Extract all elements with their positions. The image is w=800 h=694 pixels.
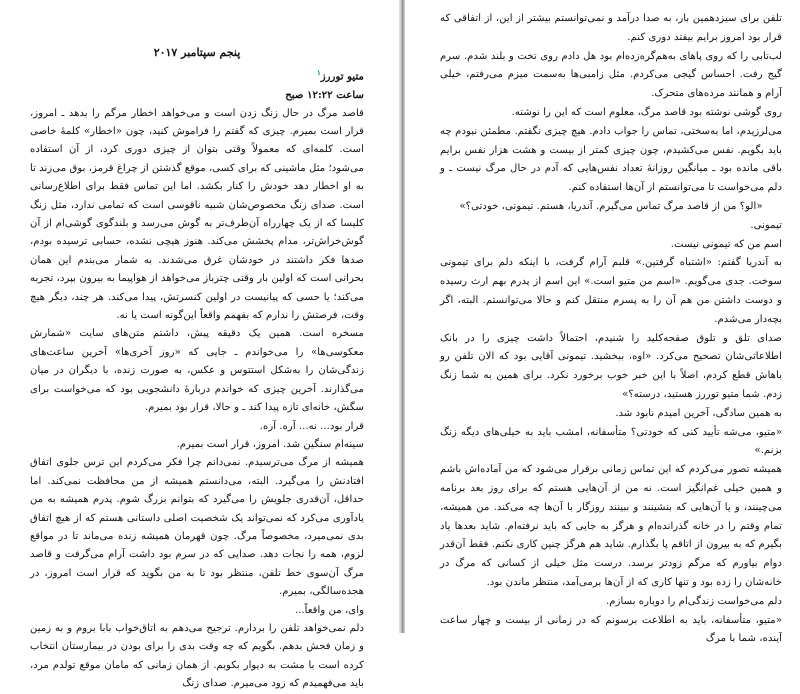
paragraph: اسم من که تیمونی نیست. (670, 238, 782, 250)
paragraph: تیمونی. (750, 219, 782, 231)
paragraph: به همین سادگی، آخرین امیدم نابود شد. (615, 407, 782, 419)
paragraph: همیشه از مرگ می‌ترسیدم. نمی‌دانم چرا فکر می‌کردم این ترس جلوی اتفاق افتادنش را می‌گیرد. البته، می‌دانستم همیشه از من محافظت نمی‌کند. اما حداقل، آن‌قدری جلویش را می‌گیرد که بتوانم بزرگ شوم. پدرم همیشه به من یادآوری می‌کرد که نمی‌تواند یک شخصیت اصلی داستانی هستم که از هیچ اتفاق بدی نمی‌میرد، مخصوصاً مرگ. چون قهرمان همیشه زنده می‌ماند تا در مواقع لزوم، همه را نجات دهد. صدایی که در سرم بود داشت آرام می‌گرفت و قاصد مرگ آن‌سوی خط تلفن، منتظر بود تا به من بگوید که قرار است امروز، در هجده‌سالگی، بمیرم. (30, 457, 364, 598)
right-page (406, 0, 800, 645)
paragraph: لب‌تابی را که روی پاهای به‌هم‌گره‌زده‌ام بود هل دادم روی تخت و بلند شدم. سرم گیج رفت. احساس گیجی می‌کردم. مثل زامبی‌ها به‌سمت میزم می‌رفتم، خیلی آرام و همانند مرده‌های متحرک. (440, 50, 782, 100)
left-page (0, 0, 400, 690)
paragraph: سینه‌ام سنگین شد. امروز، قرار است بمیرم. (176, 438, 364, 450)
character-name-text: متیو توررز (320, 70, 364, 83)
paragraph: می‌لرزیدم، اما به‌سختی، تماس را جواب دادم. هیچ چیزی نگفتم. مطمئن نبودم چه باید بگویم. نفس می‌کشیدم، چون چیزی کمتر از بیست و هشت هزار نفس برایم باقی مانده بود ـ میانگین روزانهٔ تعداد نفس‌هایی که آدم در حال مرگ نیست ـ و دلم می‌خواست تا می‌توانستم از آن‌ها استفاده کنم. (440, 125, 782, 194)
footnote-marker[interactable]: ۱ (316, 68, 321, 78)
paragraph: «متیو، متأسفانه، باید به اطلاعت برسونم که در زمانی از بیست و چهار ساعت آینده، شما با مرگ (440, 614, 782, 645)
paragraph: روی گوشی نوشته بود قاصد مرگ، معلوم است که این را نوشته. (511, 106, 782, 118)
paragraph: دلم می‌خواست زندگی‌ام را دوباره بسازم. (606, 595, 782, 607)
paragraph: مسخره است. همین یک دقیقه پیش، داشتم متن‌های سایت «شمارش معکوسی‌ها» را می‌خواندم ـ جایی که «روز آخری‌ها» آخرین ساعت‌های زندگی‌شان را به‌شکل استتوس و عکس، به صورت زنده، با دیگران در میان می‌گذارند. آخرین چیزی که خواندم دربارهٔ دانشجویی بود که می‌خواست برای سگش، خانه‌ای تازه پیدا کند ـ و حالا، قرار بود بمیرم. (30, 328, 364, 414)
paragraph: تلفن برای سیزدهمین بار، به صدا درآمد و نمی‌توانستم بیشتر از این، از اتفاقی که قرار بود امروز برایم بیفتد دوری کنم. (440, 13, 782, 43)
paragraph: قرار بود... نه... آره. آره. (259, 420, 364, 432)
chapter-time: ساعت ۱۲:۲۲ صبح (285, 89, 364, 102)
dialogue-line: «الو؟ من از قاصد مرگ تماس می‌گیرم. آندریا، هستم. تیمونی، خودتی؟» (459, 200, 763, 212)
paragraph: وای، من واقعاً... (294, 604, 364, 616)
paragraph: قاصد مرگ در حال زنگ زدن است و می‌خواهد اخطار مرگم را بدهد ـ امروز، قرار است بمیرم. چیزی که گفتم را فراموش کنید، چون «اخطار» کلمهٔ خاصی است. کلمه‌ای که معمولاً وقتی بتوان از چیزی دوری کرد، از آن استفاده می‌شود؛ مثل ماشینی که برای کسی، موقع گذشتن از چراغ قرمز، بوق می‌زند تا به او اخطار دهد خودش را کنار بکشد. اما این تماس فقط برای اطلاع‌رسانی است. صدای زنگ مخصوص‌شان شبیه ناقوسی است که تمامی ندارد، مثل زنگ کلیسا که از یک چهارراه آن‌طرف‌تر به گوش می‌رسد و بلندگوی گوشی‌ام از آن گوش‌خراش‌تر، مدام پخشش می‌کند. هنوز هیچی نشده، حسابی ترسیده بودم، صدها فکر داشتند در خودشان غرق می‌شدند. به شمار می‌بندم این همان بحرانی است که اولین بار وقتی چترباز می‌خواهد از هواپیما به بیرون بپرد، تجربه می‌کند؛ یا حسی که پیانیست در اولین کنسرتش، پیدا می‌کند. هر چند، دیگر هیچ وقت، فرصتش را ندارم که بفهمم واقعاً این‌گونه است یا نه. (30, 107, 364, 322)
paragraph: دلم نمی‌خواهد تلفن را بردارم. ترجیح می‌دهم به اتاق‌خواب بابا بروم و به زمین و زمان فحش بدهم. بگویم که چه وقت بدی را برای بودن در بیمارستان انتخاب کرده است با مشت به دیوار بکوبم. از همان زمانی که مامان موقع تولدم مرد، باید می‌فهمیدم که زود می‌میرم. صدای زنگ (30, 622, 364, 690)
character-name (30, 64, 364, 86)
paragraph: «متیو، می‌شه تأیید کنی که خودتی؟ متأسفانه، امشب باید به خیلی‌های دیگه زنگ بزنم.» (440, 426, 782, 457)
paragraph: به آندریا گفتم: «اشتباه گرفتین.» قلبم آرام گرفت، با اینکه دلم برای تیمونی سوخت. جدی می‌گویم. «اسم من متیو است.» این اسم از پدرم بهم ارث رسیده و دوست داشتن من هم آن را به پسرم منتقل کنم و حالا می‌توانستم. البته، اگر بچه‌دار می‌شدم. (440, 257, 782, 325)
chapter-date: پنجم سپتامبر ۲۰۱۷ (153, 46, 241, 59)
paragraph: همیشه تصور می‌کردم که این تماس زمانی برقرار می‌شود که من آماده‌اش باشم و همین خیلی غم‌انگیز است. نه من از آن‌هایی هستم که برای روز بعد برنامه می‌چینند، و یا آن‌هایی که بنشینند و ببینند روزگار با آن‌ها چه می‌کند. من همیشه، تمام وقتم را در خانه گذرانده‌ام و هرگز به جایی که باید نرفته‌ام. شاید بعدها یاد بگیرم که به بیرون از اتاقم پا بگذارم. شاید هم هرگز چنین کاری نکنم. فقط آن‌قدر دوام بیاورم که مرگم زودتر برسد. درست مثل خیلی از کسانی که مرگ در خانه‌شان را زده بود و تنها کاری که از آن‌ها برمی‌آمد، منتظر ماندن بود. (440, 464, 782, 588)
paragraph: صدای تلق و تلوق صفحه‌کلید را شنیدم، احتمالاً داشت چیزی را در بانک اطلاعاتی‌شان تصحیح می‌کرد. «اوه، ببخشید. تیمونی آقایی بود که الان تلفن رو باهاش قطع کردم، اصلاً با این خبر خوب برخورد نکرد. برای همین به شما زنگ زدم. شما متیو توررز هستید، درسته؟» (440, 332, 782, 400)
